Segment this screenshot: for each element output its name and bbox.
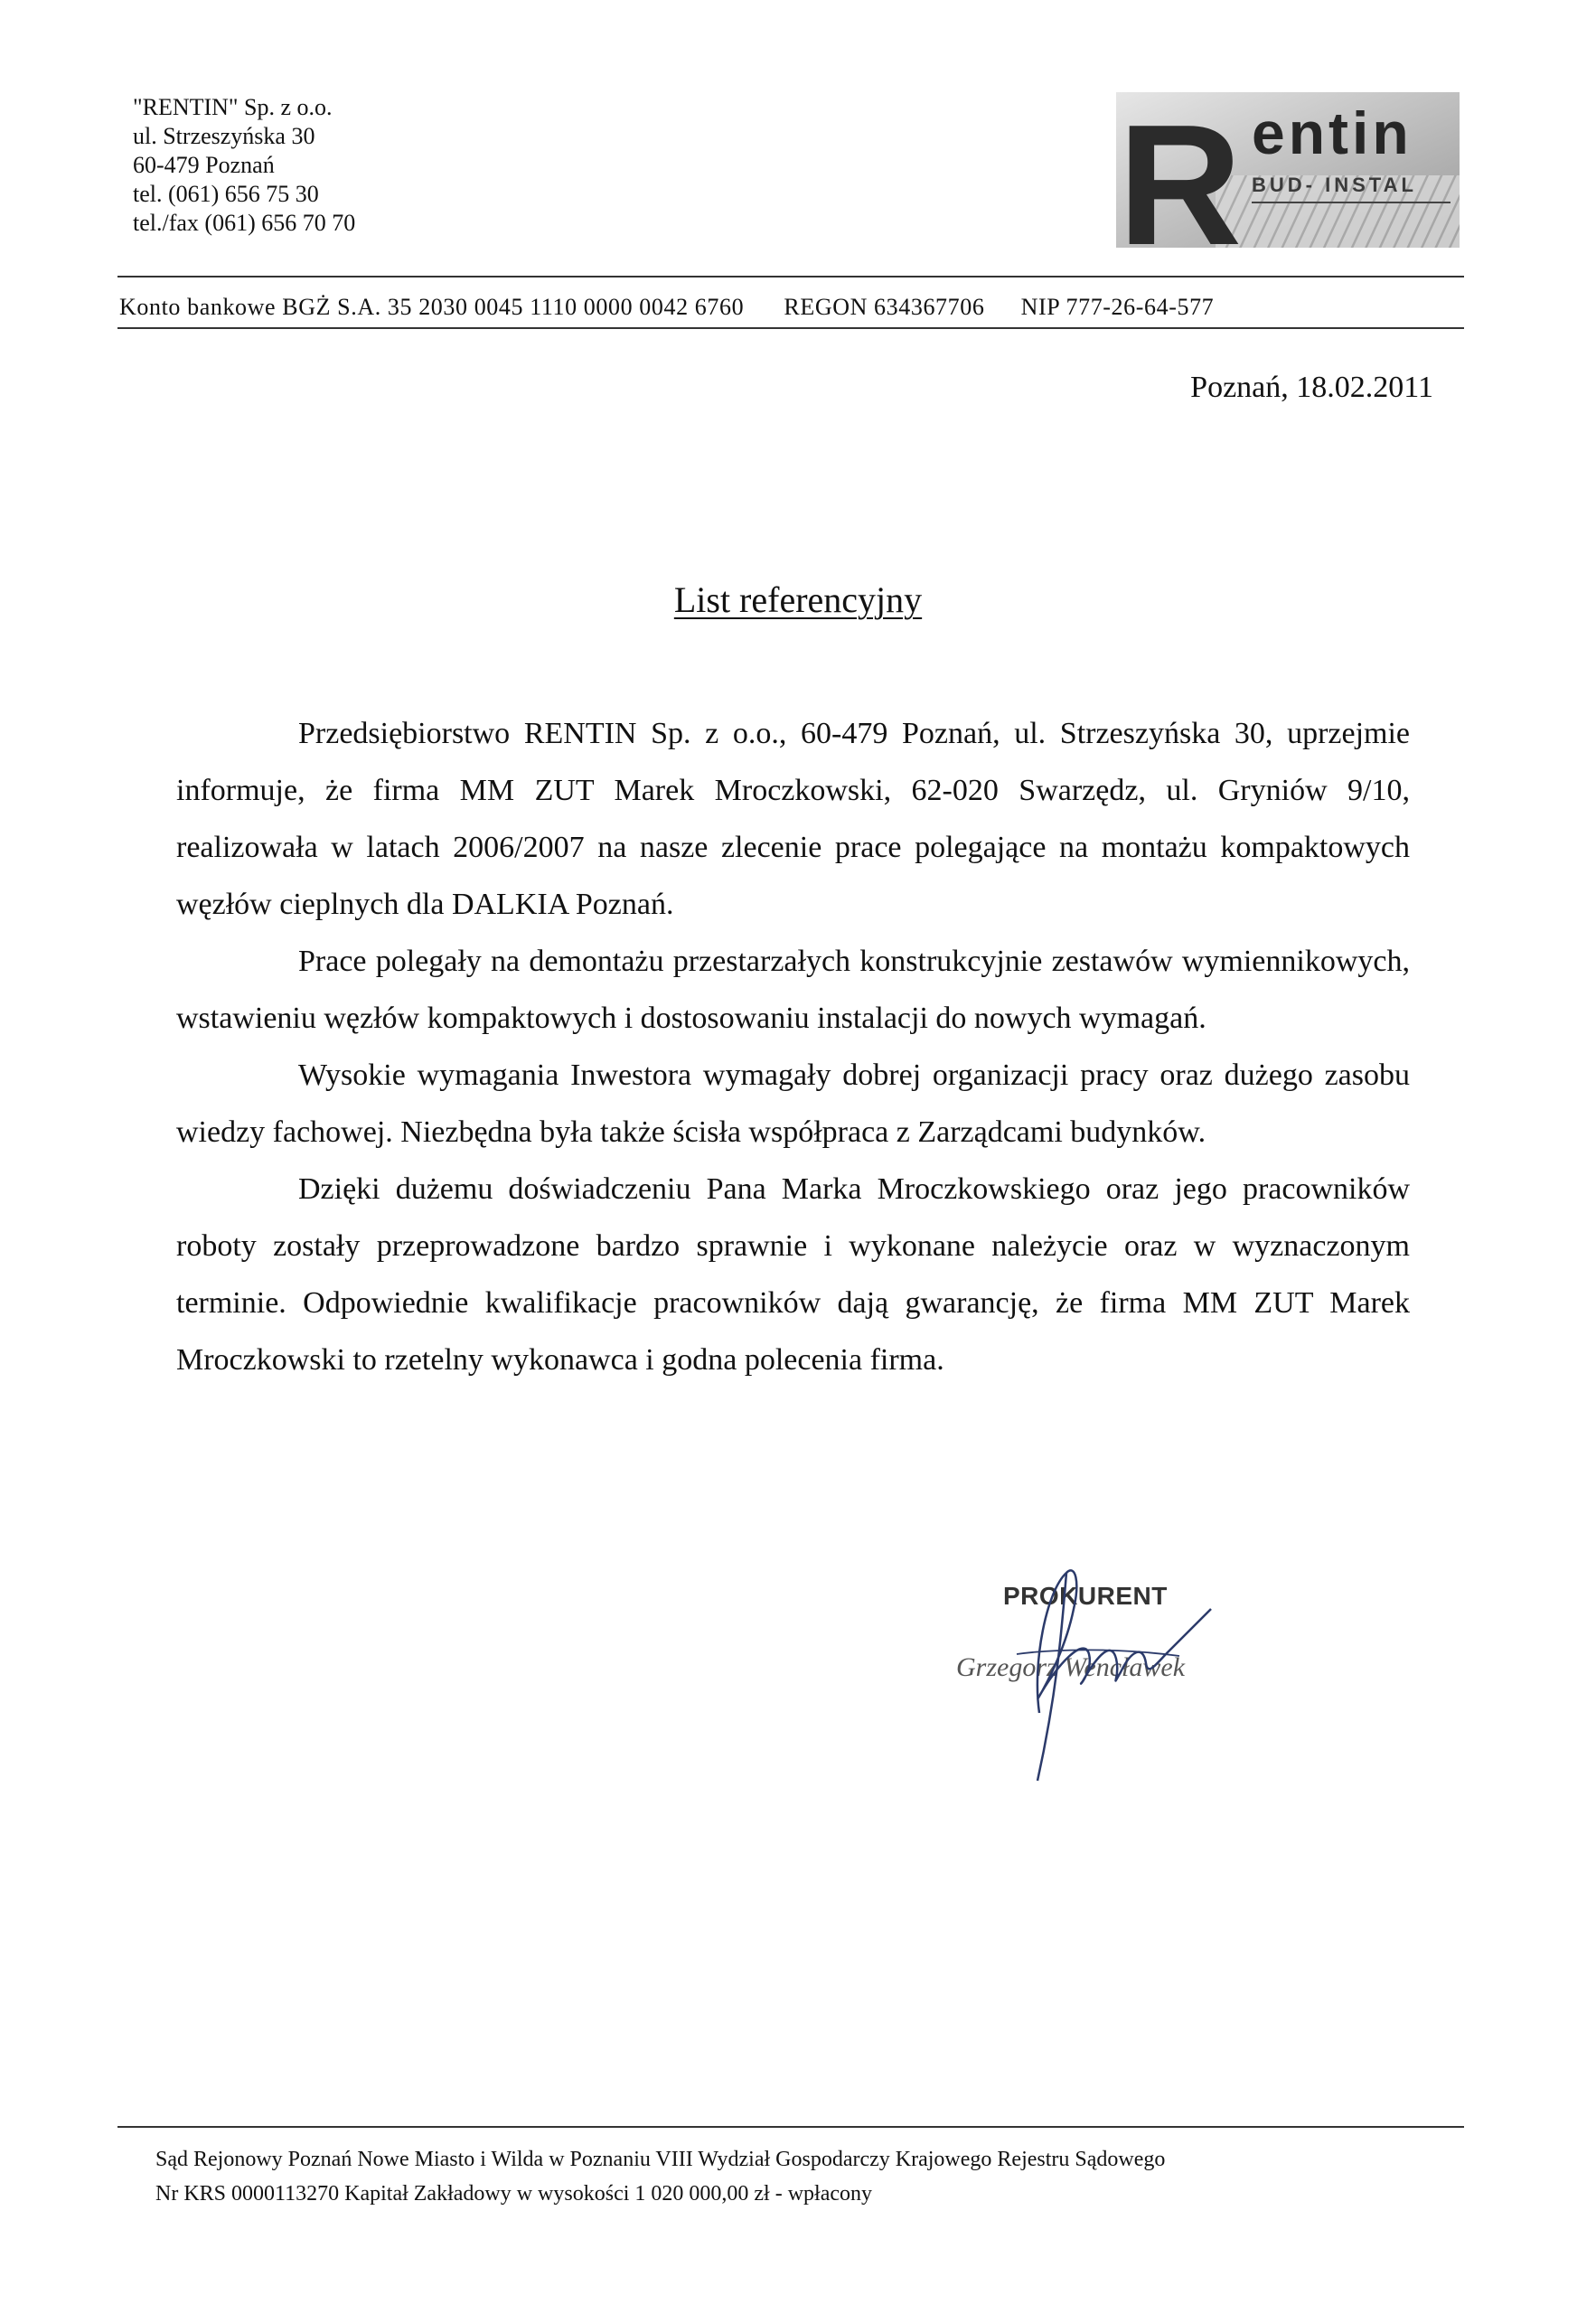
footer-line: Nr KRS 0000113270 Kapitał Zakładowy w wysokości 1 020 000,00 zł - wpłacony	[155, 2182, 873, 2206]
company-address	[133, 93, 355, 238]
nip-number: NIP 777-26-64-577	[1020, 294, 1215, 320]
footer-rule	[117, 2126, 1464, 2128]
body-paragraph: Prace polegały na demontażu przestarzałych konstrukcyjnie zestawów wymiennikowych, wstawieniu węzłów kompaktowych i dostosowaniu instalacji do nowych wymagań.	[176, 945, 1410, 1035]
body-paragraph: Wysokie wymagania Inwestora wymagały dobrej organizacji pracy oraz dużego zasobu wiedzy fachowej. Niezbędna była także ścisła współpraca z Zarządcami budynków.	[176, 1058, 1410, 1149]
handwritten-signature	[931, 1555, 1256, 1790]
letter-title-wrap	[0, 578, 1596, 621]
address-line: ul. Strzeszyńska 30	[133, 123, 315, 149]
address-line: tel./fax (061) 656 70 70	[133, 210, 356, 236]
stamp-name: Grzegorz Wencławek	[956, 1652, 1186, 1682]
letter-title: List referencyjny	[673, 579, 923, 620]
header-rule-bottom	[117, 327, 1464, 329]
body-paragraph: Dzięki dużemu doświadczeniu Pana Marka Mroczkowskiego oraz jego pracowników roboty zostały przeprowadzone bardzo sprawnie i wykonane należycie oraz w wyznaczonym terminie. Odpowiednie kwalifikacje pracowników dają gwarancję, że firma MM ZUT Marek Mroczkowski to rzetelny wykonawca i godna polecenia firma.	[176, 1172, 1410, 1377]
signature-block	[931, 1555, 1256, 1790]
address-line: 60-479 Poznań	[133, 152, 275, 178]
stamp-title: PROKURENT	[1003, 1582, 1168, 1610]
header-rule-top	[117, 276, 1464, 277]
letter-body	[176, 705, 1410, 1388]
logo-letter: R	[1118, 92, 1243, 248]
logo-subtitle: BUD- INSTAL	[1252, 174, 1417, 196]
address-line: "RENTIN" Sp. z o.o.	[133, 94, 333, 120]
logo-word: entin	[1252, 99, 1413, 166]
bank-account: Konto bankowe BGŻ S.A. 35 2030 0045 1110 0000 0042 6760	[119, 294, 745, 320]
rentin-logo	[1116, 92, 1460, 248]
footer-registry	[155, 2142, 1165, 2211]
letter-date: Poznań, 18.02.2011	[1190, 371, 1433, 404]
bank-info-line	[119, 294, 1466, 321]
address-line: tel. (061) 656 75 30	[133, 181, 319, 207]
regon-number: REGON 634367706	[784, 294, 985, 320]
body-paragraph: Przedsiębiorstwo RENTIN Sp. z o.o., 60-479 Poznań, ul. Strzeszyńska 30, uprzejmie informuje, że firma MM ZUT Marek Mroczkowski, 62-020 Swarzędz, ul. Gryniów 9/10, realizowała w latach 2006/2007 na nasze zlecenie prace polegające na montażu kompaktowych węzłów cieplnych dla DALKIA Poznań.	[176, 717, 1410, 921]
footer-line: Sąd Rejonowy Poznań Nowe Miasto i Wilda w Poznaniu VIII Wydział Gospodarczy Krajowego Rejestru Sądowego	[155, 2148, 1166, 2171]
